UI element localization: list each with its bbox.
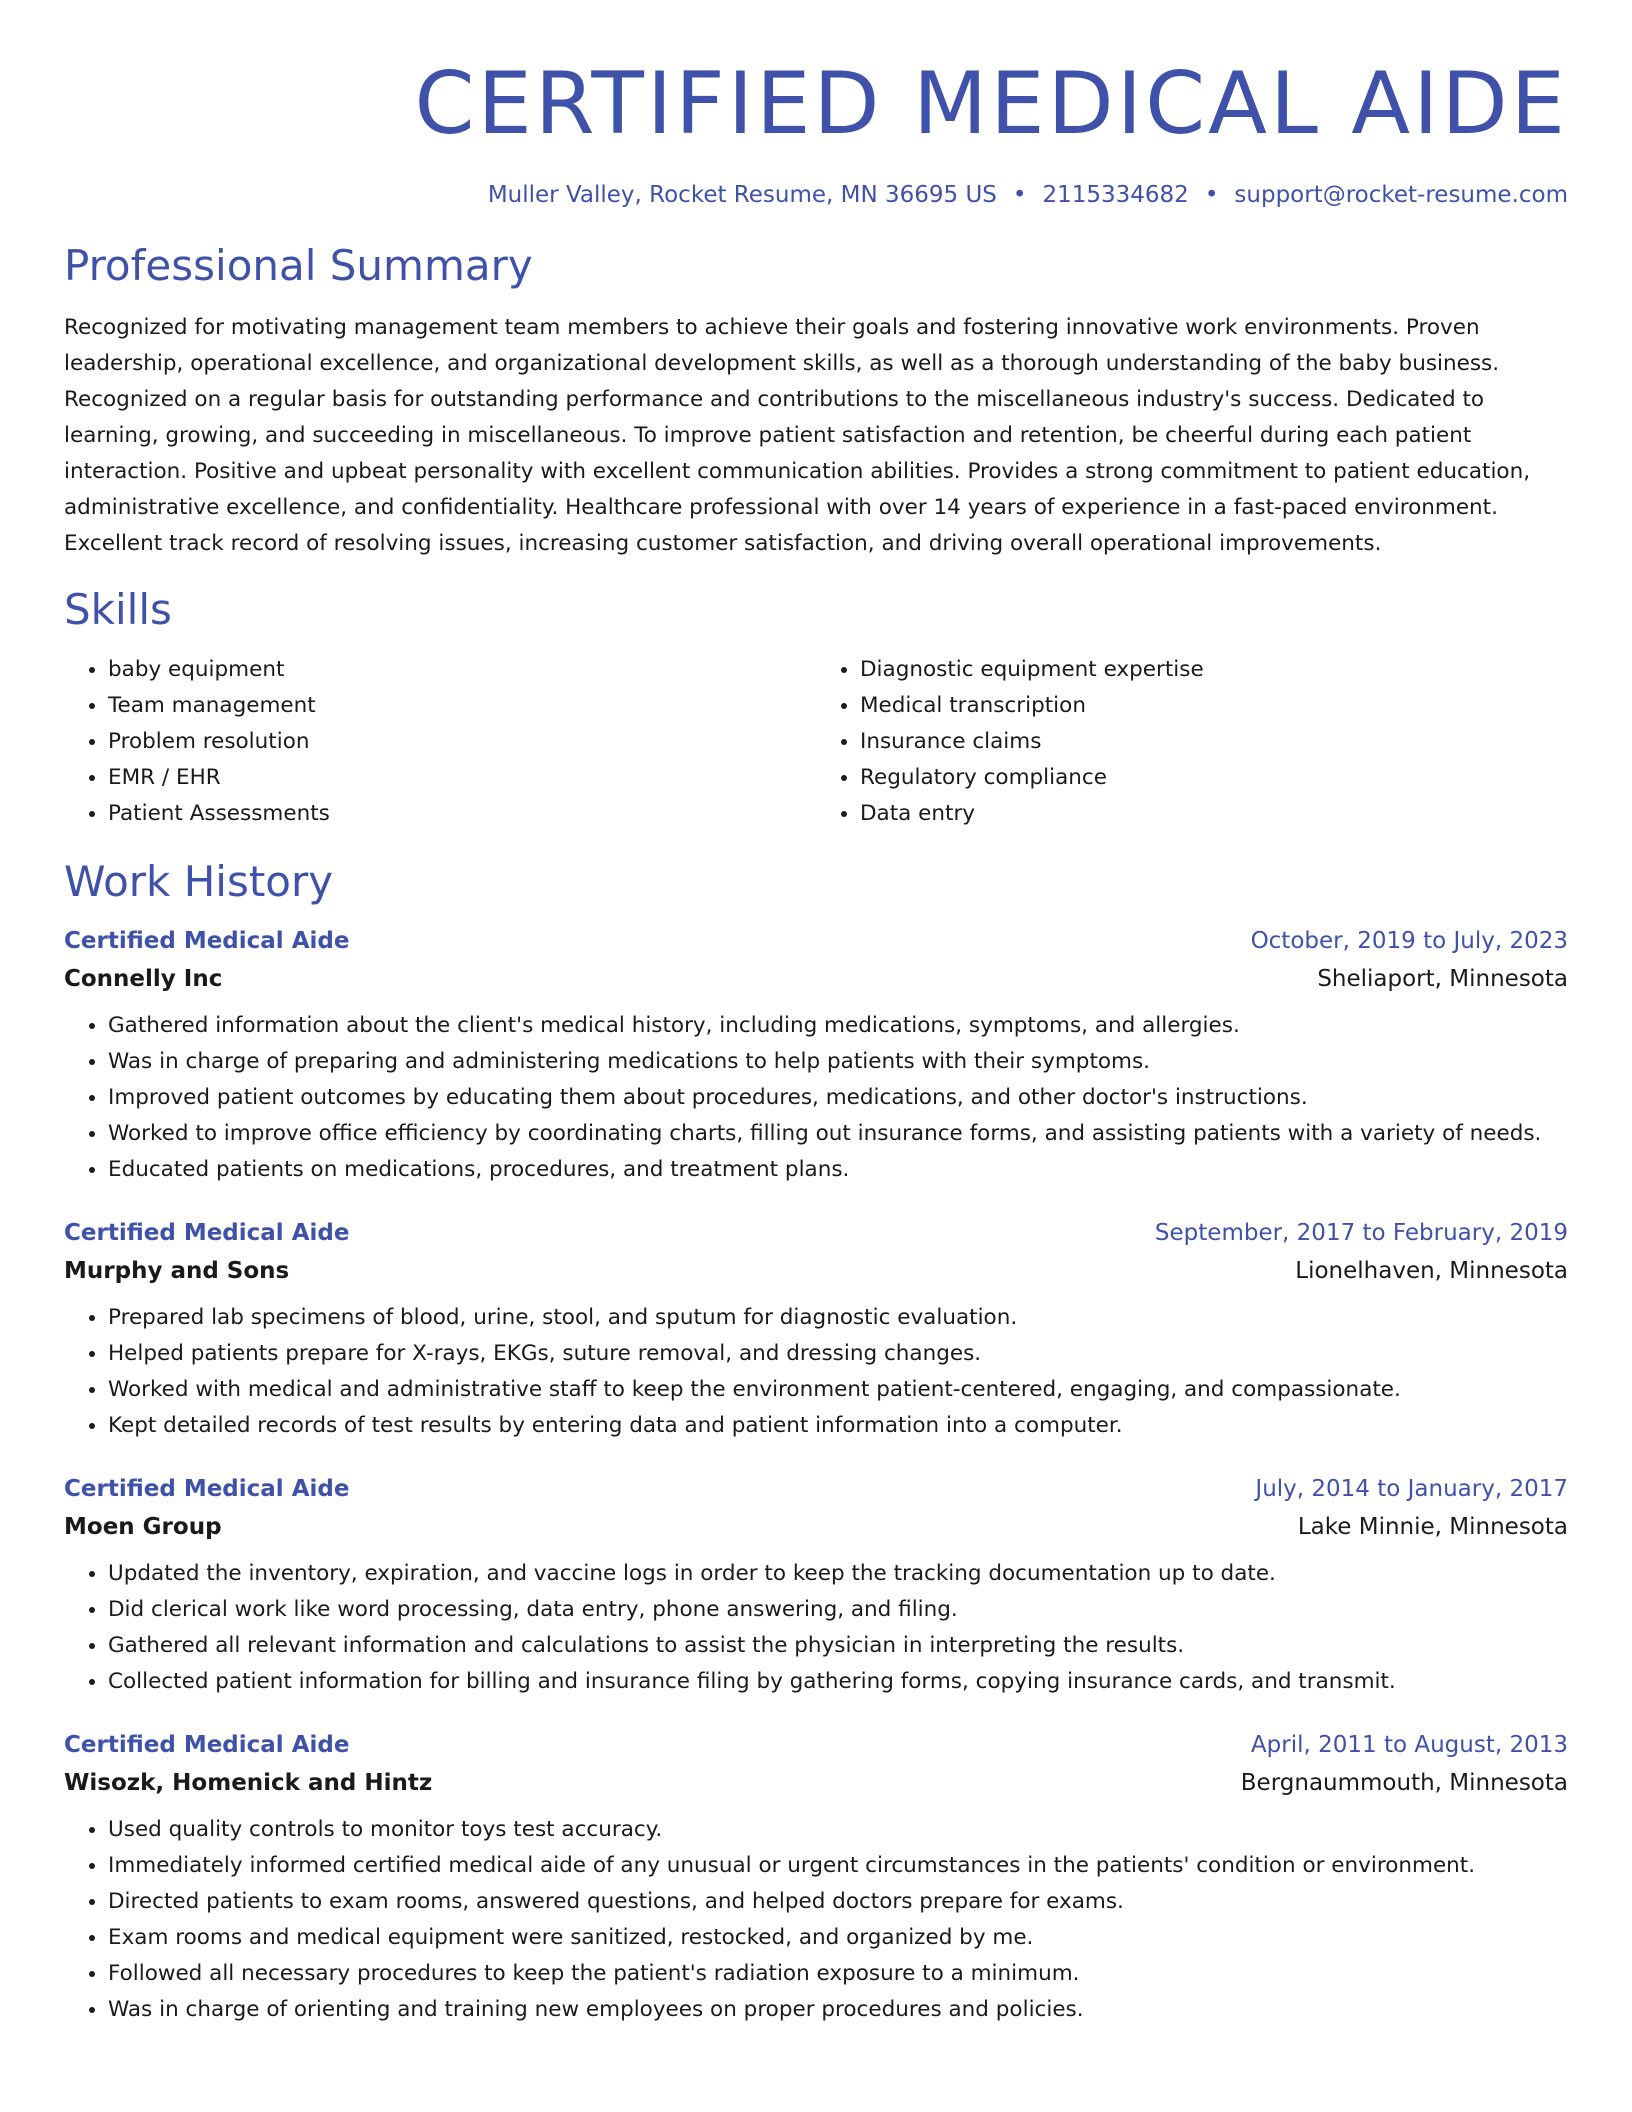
job-bullet: • Worked to improve office efficiency by coordinating charts, filling out insurance forms, and assisting patients with a variety of needs. (108, 1116, 1568, 1152)
skill-item: • Problem resolution (108, 724, 816, 760)
skill-item: • Regulatory compliance (860, 760, 1568, 796)
job-bullet: • Was in charge of preparing and administering medications to help patients with their symptoms. (108, 1044, 1568, 1080)
resume-title: CERTIFIED MEDICAL AIDE (414, 54, 1568, 154)
skills-list-left (64, 652, 816, 832)
skills-list-right (816, 652, 1568, 832)
job-entry (64, 1214, 1568, 1444)
contact-phone: 2115334682 (1042, 182, 1189, 208)
job-location: Lionelhaven, Minnesota (1295, 1258, 1568, 1284)
job-bullet: • Updated the inventory, expiration, and vaccine logs in order to keep the tracking documentation up to date. (108, 1556, 1568, 1592)
job-bullet: • Gathered information about the client's medical history, including medications, symptoms, and allergies. (108, 1008, 1568, 1044)
job-dates: July, 2014 to January, 2017 (1255, 1476, 1568, 1502)
job-company-row (64, 1252, 1568, 1290)
job-bullet: • Gathered all relevant information and calculations to assist the physician in interpreting the results. (108, 1628, 1568, 1664)
job-company: Moen Group (64, 1514, 222, 1540)
job-dates: October, 2019 to July, 2023 (1250, 928, 1568, 954)
job-title: Certified Medical Aide (64, 928, 350, 954)
job-bullet: • Collected patient information for billing and insurance filing by gathering forms, copying insurance cards, and transmit. (108, 1664, 1568, 1700)
job-dates: September, 2017 to February, 2019 (1154, 1220, 1568, 1246)
job-bullet: • Educated patients on medications, procedures, and treatment plans. (108, 1152, 1568, 1188)
skill-item: • Medical transcription (860, 688, 1568, 724)
work-history-heading: Work History (64, 857, 334, 906)
job-bullet: • Kept detailed records of test results by entering data and patient information into a computer. (108, 1408, 1568, 1444)
job-title: Certified Medical Aide (64, 1476, 350, 1502)
job-entry (64, 1726, 1568, 2028)
job-bullet: • Worked with medical and administrative staff to keep the environment patient-centered, engaging, and compassionate. (108, 1372, 1568, 1408)
job-bullet: • Followed all necessary procedures to keep the patient's radiation exposure to a minimum. (108, 1956, 1568, 1992)
skills-heading: Skills (64, 585, 172, 634)
contact-separator: • (1204, 182, 1219, 208)
skill-item: • Team management (108, 688, 816, 724)
job-bullet: • Did clerical work like word processing, data entry, phone answering, and filing. (108, 1592, 1568, 1628)
job-company-row (64, 960, 1568, 998)
job-bullets (64, 1300, 1568, 1444)
job-title: Certified Medical Aide (64, 1220, 350, 1246)
job-entry (64, 922, 1568, 1188)
resume-page (64, 0, 1568, 2028)
contact-address: Muller Valley, Rocket Resume, MN 36695 US (487, 182, 997, 208)
skill-item: • Insurance claims (860, 724, 1568, 760)
contact-separator: • (1012, 182, 1027, 208)
job-company-row (64, 1764, 1568, 1802)
skill-item: • Data entry (860, 796, 1568, 832)
job-bullet: • Directed patients to exam rooms, answered questions, and helped doctors prepare for exams. (108, 1884, 1568, 1920)
job-title: Certified Medical Aide (64, 1732, 350, 1758)
skill-item: • Patient Assessments (108, 796, 816, 832)
skills-columns (64, 652, 1568, 832)
job-title-row (64, 1214, 1568, 1252)
job-bullets (64, 1008, 1568, 1188)
contact-email[interactable]: support@rocket-resume.com (1234, 182, 1568, 208)
skill-item: • EMR / EHR (108, 760, 816, 796)
job-bullet: • Exam rooms and medical equipment were sanitized, restocked, and organized by me. (108, 1920, 1568, 1956)
job-location: Bergnaummouth, Minnesota (1240, 1770, 1568, 1796)
skill-item: • Diagnostic equipment expertise (860, 652, 1568, 688)
job-title-row (64, 1726, 1568, 1764)
job-title-row (64, 922, 1568, 960)
job-company: Murphy and Sons (64, 1258, 290, 1284)
summary-text: Recognized for motivating management team members to achieve their goals and fostering innovative work environments. Proven leadership, operational excellence, and organizational development skills, as well as a thorough understanding of the baby business. Recognized on a regular basis for outstanding performance and contributions to the miscellaneous industry's success. Dedicated to learning, growing, and succeeding in miscellaneous. To improve patient satisfaction and retention, be cheerful during each patient interaction. Positive and upbeat personality with excellent communication abilities. Provides a strong commitment to patient education, administrative excellence, and confidentiality. Healthcare professional with over 14 years of experience in a fast-paced environment. Excellent track record of resolving issues, increasing customer satisfaction, and driving overall operational improvements. (64, 315, 1531, 556)
job-title-row (64, 1470, 1568, 1508)
skill-item: • baby equipment (108, 652, 816, 688)
job-bullets (64, 1812, 1568, 2028)
job-company: Wisozk, Homenick and Hintz (64, 1770, 433, 1796)
job-bullet: • Was in charge of orienting and training new employees on proper procedures and policies. (108, 1992, 1568, 2028)
job-bullet: • Helped patients prepare for X-rays, EKGs, suture removal, and dressing changes. (108, 1336, 1568, 1372)
summary-heading: Professional Summary (64, 241, 533, 290)
job-entry (64, 1470, 1568, 1700)
job-bullets (64, 1556, 1568, 1700)
contact-line (64, 180, 1568, 210)
job-bullet: • Used quality controls to monitor toys test accuracy. (108, 1812, 1568, 1848)
job-location: Lake Minnie, Minnesota (1297, 1514, 1568, 1540)
job-bullet: • Immediately informed certified medical aide of any unusual or urgent circumstances in the patients' condition or environment. (108, 1848, 1568, 1884)
job-location: Sheliaport, Minnesota (1317, 966, 1568, 992)
job-company-row (64, 1508, 1568, 1546)
job-dates: April, 2011 to August, 2013 (1250, 1732, 1568, 1758)
job-bullet: • Prepared lab specimens of blood, urine, stool, and sputum for diagnostic evaluation. (108, 1300, 1568, 1336)
job-bullet: • Improved patient outcomes by educating them about procedures, medications, and other doctor's instructions. (108, 1080, 1568, 1116)
job-company: Connelly Inc (64, 966, 223, 992)
